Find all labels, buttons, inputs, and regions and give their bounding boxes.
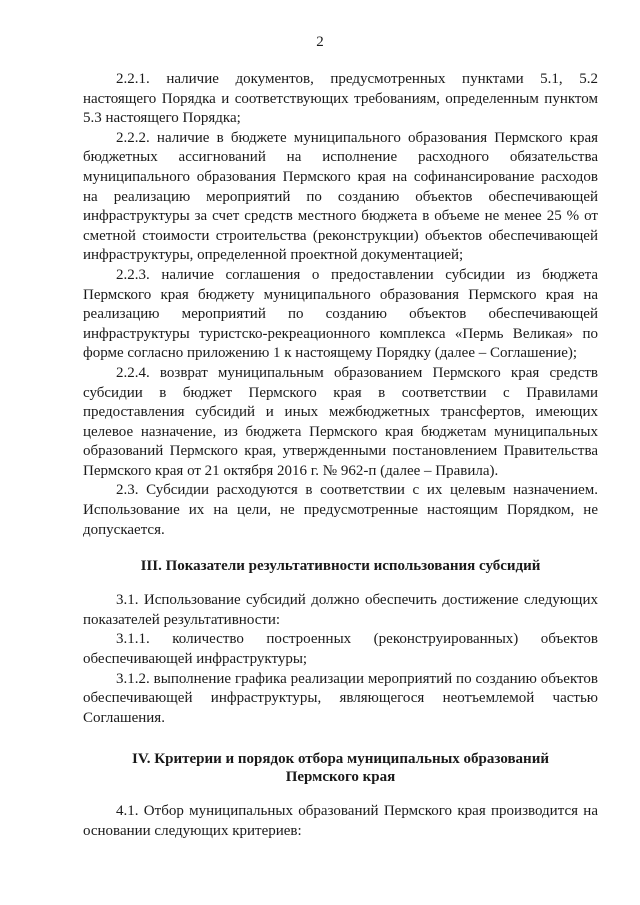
- paragraph-2-2-2: 2.2.2. наличие в бюджете муниципального образования Пермского края бюджетных ассигнований на исполнение расходного обязательства муниципального образования Пермского края на софинансирование расходов на реализацию мероприятий по созданию объектов обеспечивающей инфраструктуры за счет средств местного бюджета в объеме не менее 25 % от сметной стоимости строительства (реконструкции) объектов обеспечивающей инфраструктуры, определенной проектной документацией;: [83, 129, 598, 264]
- paragraph-2-2-3: 2.2.3. наличие соглашения о предоставлении субсидии из бюджета Пермского края бюджету муниципального образования Пермского края на реализацию мероприятий по созданию объектов обеспечивающей инфраструктуры туристско-рекреационного комплекса «Пермь Великая» по форме согласно приложению 1 к настоящему Порядку (далее – Соглашение);: [83, 266, 598, 362]
- paragraph-2-2-1: 2.2.1. наличие документов, предусмотренных пунктами 5.1, 5.2 настоящего Порядка и соответствующих требованиям, определенным пунктом 5.3 настоящего Порядка;: [83, 71, 598, 127]
- paragraph-2-2-4: 2.2.4. возврат муниципальным образованием Пермского края средств субсидии в бюджет Пермского края в соответствии с Правилами предоставления субсидий и иных межбюджетных трансфертов, имеющих целевое назначение, из бюджета Пермского края бюджетам муниципальных образований Пермского края, утвержденными постановлением Правительства Пермского края от 21 октября 2016 г. № 962-п (далее – Правила).: [83, 364, 598, 479]
- section-4-heading-line1: IV. Критерии и порядок отбора муниципальных образований: [132, 751, 549, 768]
- section-3-heading: III. Показатели результативности использования субсидий: [140, 558, 541, 575]
- page-number: 2: [316, 34, 324, 50]
- paragraph-4-1: 4.1. Отбор муниципальных образований Пермского края производится на основании следующих критериев:: [83, 803, 598, 839]
- section-4-heading-line2: Пермского края: [285, 769, 396, 786]
- paragraph-3-1: 3.1. Использование субсидий должно обеспечить достижение следующих показателей результативности:: [83, 592, 598, 628]
- document-body: [83, 70, 598, 842]
- paragraph-2-3: 2.3. Субсидии расходуются в соответствии с их целевым назначением. Использование их на цели, не предусмотренные настоящим Порядком, не допускается.: [83, 482, 598, 538]
- paragraph-3-1-1: 3.1.1. количество построенных (реконструированных) объектов обеспечивающей инфраструктуры;: [83, 631, 598, 668]
- section-4-heading: [83, 750, 598, 786]
- paragraph-3-1-2: 3.1.2. выполнение графика реализации мероприятий по созданию объектов обеспечивающей инфраструктуры, являющегося неотъемлемой частью Соглашения.: [83, 670, 598, 726]
